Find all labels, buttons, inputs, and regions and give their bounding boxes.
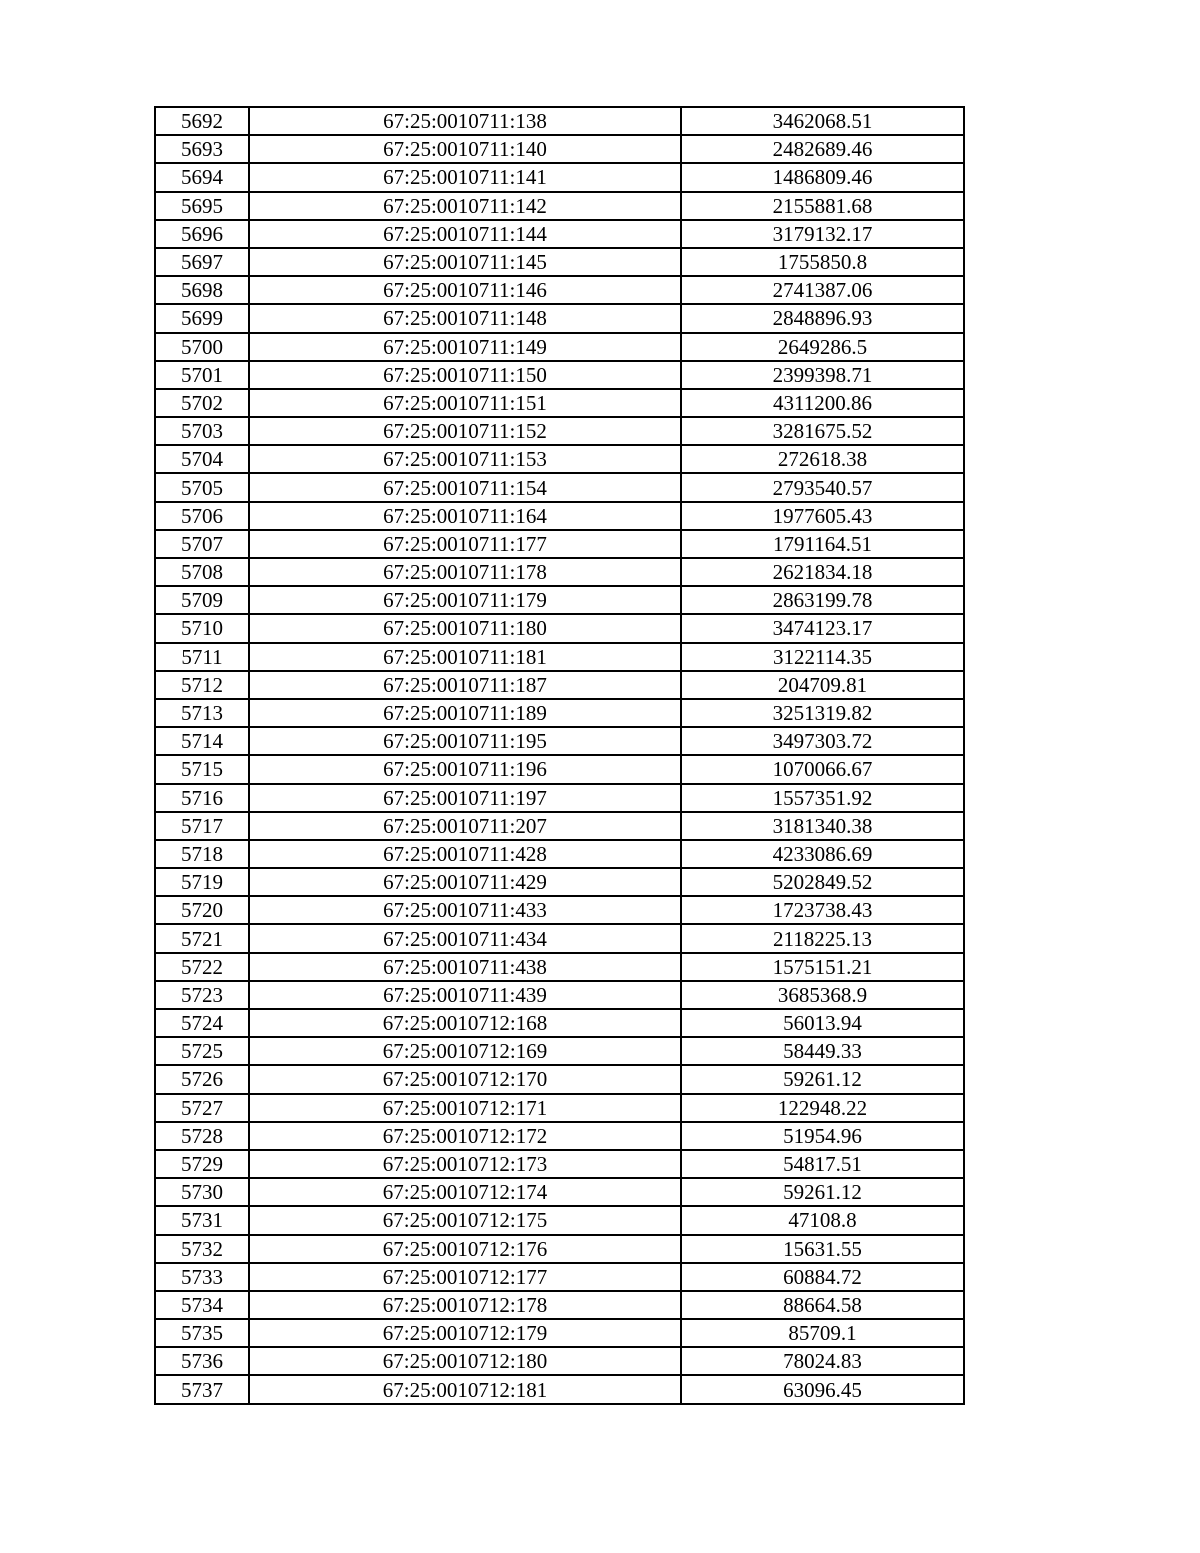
table-row [155, 784, 964, 812]
row-number-cell: 5734 [155, 1291, 249, 1319]
cadastral-number-cell: 67:25:0010711:141 [249, 163, 681, 191]
table-row [155, 671, 964, 699]
cadastral-value-cell: 3179132.17 [681, 220, 964, 248]
row-number-cell: 5721 [155, 924, 249, 952]
row-number-cell: 5717 [155, 812, 249, 840]
table-row [155, 417, 964, 445]
table-row [155, 1150, 964, 1178]
row-number-cell: 5725 [155, 1037, 249, 1065]
table-row [155, 896, 964, 924]
cadastral-value-cell: 2863199.78 [681, 586, 964, 614]
cadastral-number-cell: 67:25:0010711:189 [249, 699, 681, 727]
cadastral-number-cell: 67:25:0010711:142 [249, 192, 681, 220]
cadastral-number-cell: 67:25:0010711:149 [249, 333, 681, 361]
cadastral-value-cell: 1486809.46 [681, 163, 964, 191]
cadastral-value-cell: 4233086.69 [681, 840, 964, 868]
cadastral-number-cell: 67:25:0010712:169 [249, 1037, 681, 1065]
cadastral-number-cell: 67:25:0010711:145 [249, 248, 681, 276]
cadastral-number-cell: 67:25:0010712:181 [249, 1375, 681, 1403]
cadastral-number-cell: 67:25:0010711:177 [249, 530, 681, 558]
row-number-cell: 5731 [155, 1206, 249, 1234]
table-row [155, 614, 964, 642]
cadastral-number-cell: 67:25:0010711:179 [249, 586, 681, 614]
table-row [155, 248, 964, 276]
row-number-cell: 5727 [155, 1094, 249, 1122]
row-number-cell: 5735 [155, 1319, 249, 1347]
cadastral-number-cell: 67:25:0010711:434 [249, 924, 681, 952]
cadastral-value-cell: 2118225.13 [681, 924, 964, 952]
cadastral-number-cell: 67:25:0010712:172 [249, 1122, 681, 1150]
row-number-cell: 5698 [155, 276, 249, 304]
table-row [155, 586, 964, 614]
row-number-cell: 5702 [155, 389, 249, 417]
table-row [155, 192, 964, 220]
row-number-cell: 5718 [155, 840, 249, 868]
cadastral-number-cell: 67:25:0010711:140 [249, 135, 681, 163]
row-number-cell: 5700 [155, 333, 249, 361]
cadastral-number-cell: 67:25:0010711:197 [249, 784, 681, 812]
cadastral-value-cell: 2155881.68 [681, 192, 964, 220]
cadastral-value-cell: 3685368.9 [681, 981, 964, 1009]
row-number-cell: 5693 [155, 135, 249, 163]
row-number-cell: 5732 [155, 1235, 249, 1263]
table-row [155, 840, 964, 868]
cadastral-value-cell: 15631.55 [681, 1235, 964, 1263]
cadastral-number-cell: 67:25:0010711:180 [249, 614, 681, 642]
table-row [155, 1178, 964, 1206]
cadastral-value-cell: 58449.33 [681, 1037, 964, 1065]
table-row [155, 1347, 964, 1375]
row-number-cell: 5712 [155, 671, 249, 699]
row-number-cell: 5736 [155, 1347, 249, 1375]
cadastral-value-cell: 2649286.5 [681, 333, 964, 361]
cadastral-number-cell: 67:25:0010712:168 [249, 1009, 681, 1037]
cadastral-number-cell: 67:25:0010711:181 [249, 643, 681, 671]
table-row [155, 502, 964, 530]
cadastral-value-cell: 1755850.8 [681, 248, 964, 276]
row-number-cell: 5697 [155, 248, 249, 276]
cadastral-value-cell: 1977605.43 [681, 502, 964, 530]
table-row [155, 699, 964, 727]
cadastral-number-cell: 67:25:0010711:138 [249, 107, 681, 135]
cadastral-number-cell: 67:25:0010711:144 [249, 220, 681, 248]
cadastral-value-cell: 3462068.51 [681, 107, 964, 135]
cadastral-number-cell: 67:25:0010711:438 [249, 953, 681, 981]
table-body [155, 107, 964, 1404]
cadastral-value-cell: 1070066.67 [681, 755, 964, 783]
table-row [155, 643, 964, 671]
table-row [155, 1094, 964, 1122]
row-number-cell: 5705 [155, 473, 249, 501]
cadastral-number-cell: 67:25:0010711:429 [249, 868, 681, 896]
table-row [155, 530, 964, 558]
cadastral-number-cell: 67:25:0010712:171 [249, 1094, 681, 1122]
cadastral-number-cell: 67:25:0010711:150 [249, 361, 681, 389]
cadastral-number-cell: 67:25:0010711:146 [249, 276, 681, 304]
cadastral-value-cell: 63096.45 [681, 1375, 964, 1403]
table-row [155, 981, 964, 1009]
table-row [155, 389, 964, 417]
row-number-cell: 5714 [155, 727, 249, 755]
cadastral-number-cell: 67:25:0010712:175 [249, 1206, 681, 1234]
cadastral-value-cell: 2741387.06 [681, 276, 964, 304]
row-number-cell: 5720 [155, 896, 249, 924]
cadastral-value-cell: 5202849.52 [681, 868, 964, 896]
table-row [155, 1263, 964, 1291]
table-row [155, 1235, 964, 1263]
table-row [155, 1065, 964, 1093]
cadastral-value-cell: 3281675.52 [681, 417, 964, 445]
table-row [155, 1009, 964, 1037]
row-number-cell: 5716 [155, 784, 249, 812]
cadastral-number-cell: 67:25:0010711:207 [249, 812, 681, 840]
cadastral-value-cell: 3251319.82 [681, 699, 964, 727]
table-row [155, 304, 964, 332]
cadastral-value-cell: 1557351.92 [681, 784, 964, 812]
table-row [155, 333, 964, 361]
row-number-cell: 5708 [155, 558, 249, 586]
cadastral-value-cell: 122948.22 [681, 1094, 964, 1122]
cadastral-number-cell: 67:25:0010712:174 [249, 1178, 681, 1206]
cadastral-value-cell: 56013.94 [681, 1009, 964, 1037]
row-number-cell: 5701 [155, 361, 249, 389]
cadastral-number-cell: 67:25:0010711:148 [249, 304, 681, 332]
cadastral-value-cell: 2482689.46 [681, 135, 964, 163]
cadastral-number-cell: 67:25:0010712:179 [249, 1319, 681, 1347]
row-number-cell: 5726 [155, 1065, 249, 1093]
table-row [155, 1375, 964, 1403]
cadastral-number-cell: 67:25:0010712:170 [249, 1065, 681, 1093]
cadastral-number-cell: 67:25:0010711:433 [249, 896, 681, 924]
cadastral-value-cell: 2848896.93 [681, 304, 964, 332]
cadastral-value-table [154, 106, 965, 1405]
cadastral-value-cell: 3122114.35 [681, 643, 964, 671]
cadastral-value-cell: 2621834.18 [681, 558, 964, 586]
row-number-cell: 5724 [155, 1009, 249, 1037]
table-row [155, 1291, 964, 1319]
table-row [155, 135, 964, 163]
cadastral-value-cell: 1723738.43 [681, 896, 964, 924]
cadastral-value-cell: 3181340.38 [681, 812, 964, 840]
cadastral-value-cell: 54817.51 [681, 1150, 964, 1178]
row-number-cell: 5695 [155, 192, 249, 220]
table-row [155, 276, 964, 304]
cadastral-value-cell: 1575151.21 [681, 953, 964, 981]
row-number-cell: 5710 [155, 614, 249, 642]
cadastral-value-cell: 1791164.51 [681, 530, 964, 558]
cadastral-value-cell: 51954.96 [681, 1122, 964, 1150]
row-number-cell: 5722 [155, 953, 249, 981]
row-number-cell: 5699 [155, 304, 249, 332]
row-number-cell: 5729 [155, 1150, 249, 1178]
cadastral-value-cell: 59261.12 [681, 1178, 964, 1206]
cadastral-number-cell: 67:25:0010712:177 [249, 1263, 681, 1291]
row-number-cell: 5715 [155, 755, 249, 783]
row-number-cell: 5706 [155, 502, 249, 530]
cadastral-number-cell: 67:25:0010711:196 [249, 755, 681, 783]
row-number-cell: 5719 [155, 868, 249, 896]
cadastral-number-cell: 67:25:0010711:154 [249, 473, 681, 501]
table-row [155, 163, 964, 191]
cadastral-value-cell: 3497303.72 [681, 727, 964, 755]
cadastral-number-cell: 67:25:0010711:187 [249, 671, 681, 699]
cadastral-number-cell: 67:25:0010712:178 [249, 1291, 681, 1319]
cadastral-value-cell: 2793540.57 [681, 473, 964, 501]
row-number-cell: 5723 [155, 981, 249, 1009]
cadastral-number-cell: 67:25:0010711:428 [249, 840, 681, 868]
table-row [155, 953, 964, 981]
cadastral-number-cell: 67:25:0010711:164 [249, 502, 681, 530]
table-row [155, 361, 964, 389]
cadastral-value-cell: 85709.1 [681, 1319, 964, 1347]
table-row [155, 868, 964, 896]
table-row [155, 107, 964, 135]
row-number-cell: 5713 [155, 699, 249, 727]
row-number-cell: 5709 [155, 586, 249, 614]
cadastral-number-cell: 67:25:0010712:173 [249, 1150, 681, 1178]
cadastral-value-cell: 272618.38 [681, 445, 964, 473]
table-row [155, 473, 964, 501]
cadastral-value-cell: 204709.81 [681, 671, 964, 699]
table-row [155, 445, 964, 473]
cadastral-value-cell: 47108.8 [681, 1206, 964, 1234]
row-number-cell: 5711 [155, 643, 249, 671]
row-number-cell: 5733 [155, 1263, 249, 1291]
row-number-cell: 5696 [155, 220, 249, 248]
row-number-cell: 5707 [155, 530, 249, 558]
cadastral-number-cell: 67:25:0010712:180 [249, 1347, 681, 1375]
cadastral-value-cell: 3474123.17 [681, 614, 964, 642]
cadastral-value-cell: 2399398.71 [681, 361, 964, 389]
cadastral-number-cell: 67:25:0010711:152 [249, 417, 681, 445]
table-row [155, 1037, 964, 1065]
cadastral-value-cell: 60884.72 [681, 1263, 964, 1291]
cadastral-value-cell: 78024.83 [681, 1347, 964, 1375]
table-row [155, 727, 964, 755]
table-row [155, 812, 964, 840]
cadastral-value-cell: 59261.12 [681, 1065, 964, 1093]
row-number-cell: 5730 [155, 1178, 249, 1206]
table-row [155, 220, 964, 248]
table-row [155, 1122, 964, 1150]
cadastral-value-cell: 88664.58 [681, 1291, 964, 1319]
cadastral-number-cell: 67:25:0010711:195 [249, 727, 681, 755]
table-row [155, 755, 964, 783]
cadastral-number-cell: 67:25:0010711:439 [249, 981, 681, 1009]
row-number-cell: 5694 [155, 163, 249, 191]
row-number-cell: 5704 [155, 445, 249, 473]
table-row [155, 558, 964, 586]
table-row [155, 1206, 964, 1234]
cadastral-number-cell: 67:25:0010711:153 [249, 445, 681, 473]
table-row [155, 924, 964, 952]
cadastral-number-cell: 67:25:0010711:178 [249, 558, 681, 586]
row-number-cell: 5737 [155, 1375, 249, 1403]
row-number-cell: 5703 [155, 417, 249, 445]
cadastral-number-cell: 67:25:0010711:151 [249, 389, 681, 417]
cadastral-number-cell: 67:25:0010712:176 [249, 1235, 681, 1263]
row-number-cell: 5692 [155, 107, 249, 135]
cadastral-value-cell: 4311200.86 [681, 389, 964, 417]
row-number-cell: 5728 [155, 1122, 249, 1150]
table-row [155, 1319, 964, 1347]
